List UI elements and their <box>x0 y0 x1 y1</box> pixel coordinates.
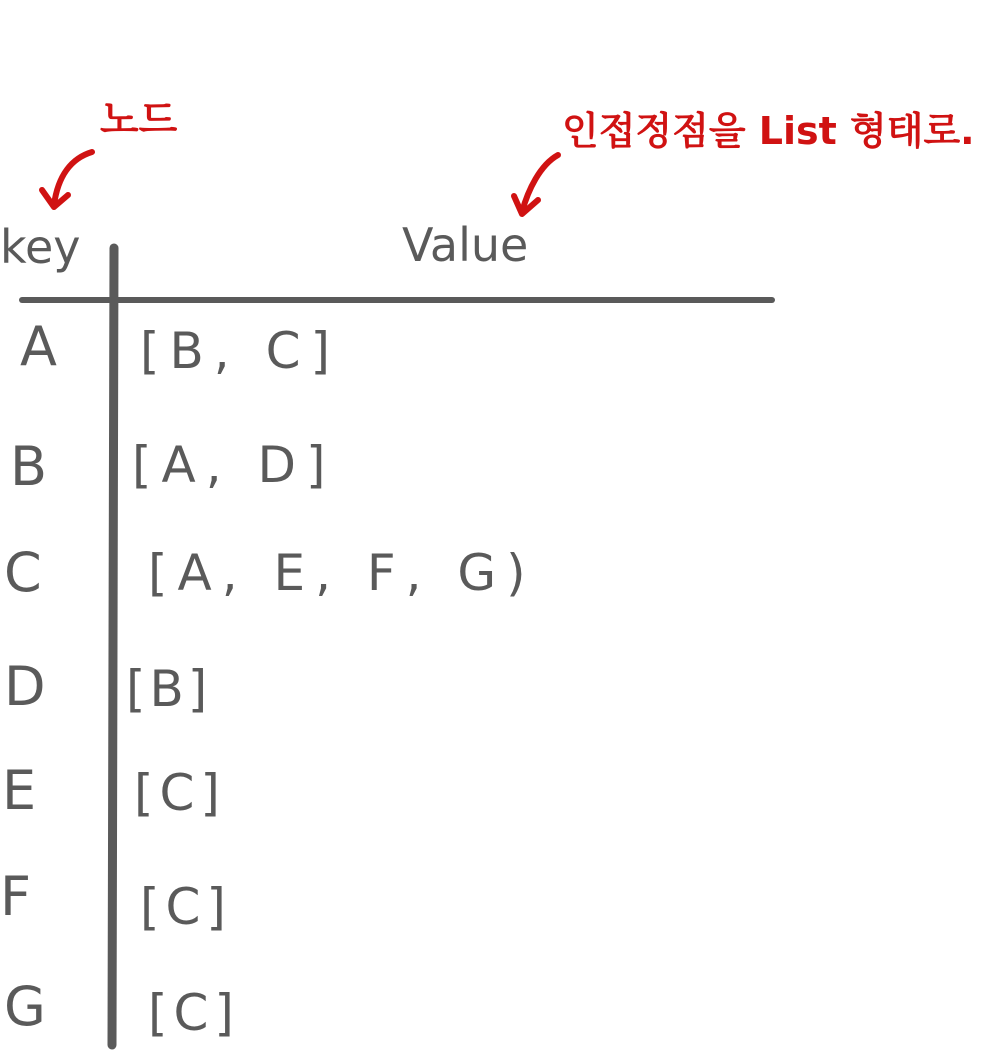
arrow-to-value-icon <box>514 155 558 214</box>
row-key-g: G <box>4 975 47 1038</box>
row-key-c: C <box>4 541 43 604</box>
arrow-to-key-icon <box>42 152 92 207</box>
row-key-e: E <box>2 759 38 822</box>
row-value-c: [A, E, F, G) <box>148 544 536 602</box>
row-value-d: [B] <box>126 660 212 718</box>
row-key-a: A <box>20 315 58 378</box>
row-value-b: [A, D] <box>132 436 336 494</box>
row-value-f: [C] <box>140 878 232 936</box>
value-header: Value <box>402 218 529 272</box>
row-key-d: D <box>4 655 47 718</box>
row-key-f: F <box>0 865 33 928</box>
row-key-b: B <box>10 435 49 498</box>
column-divider-line <box>112 248 114 1045</box>
adjacency-annotation: 인접정점을 List 형태로. <box>562 109 975 153</box>
row-value-g: [C] <box>148 984 240 1042</box>
key-header: key <box>0 220 81 274</box>
row-value-e: [C] <box>134 764 226 822</box>
node-annotation: 노드 <box>100 97 178 143</box>
row-value-a: [B, C] <box>140 322 341 380</box>
